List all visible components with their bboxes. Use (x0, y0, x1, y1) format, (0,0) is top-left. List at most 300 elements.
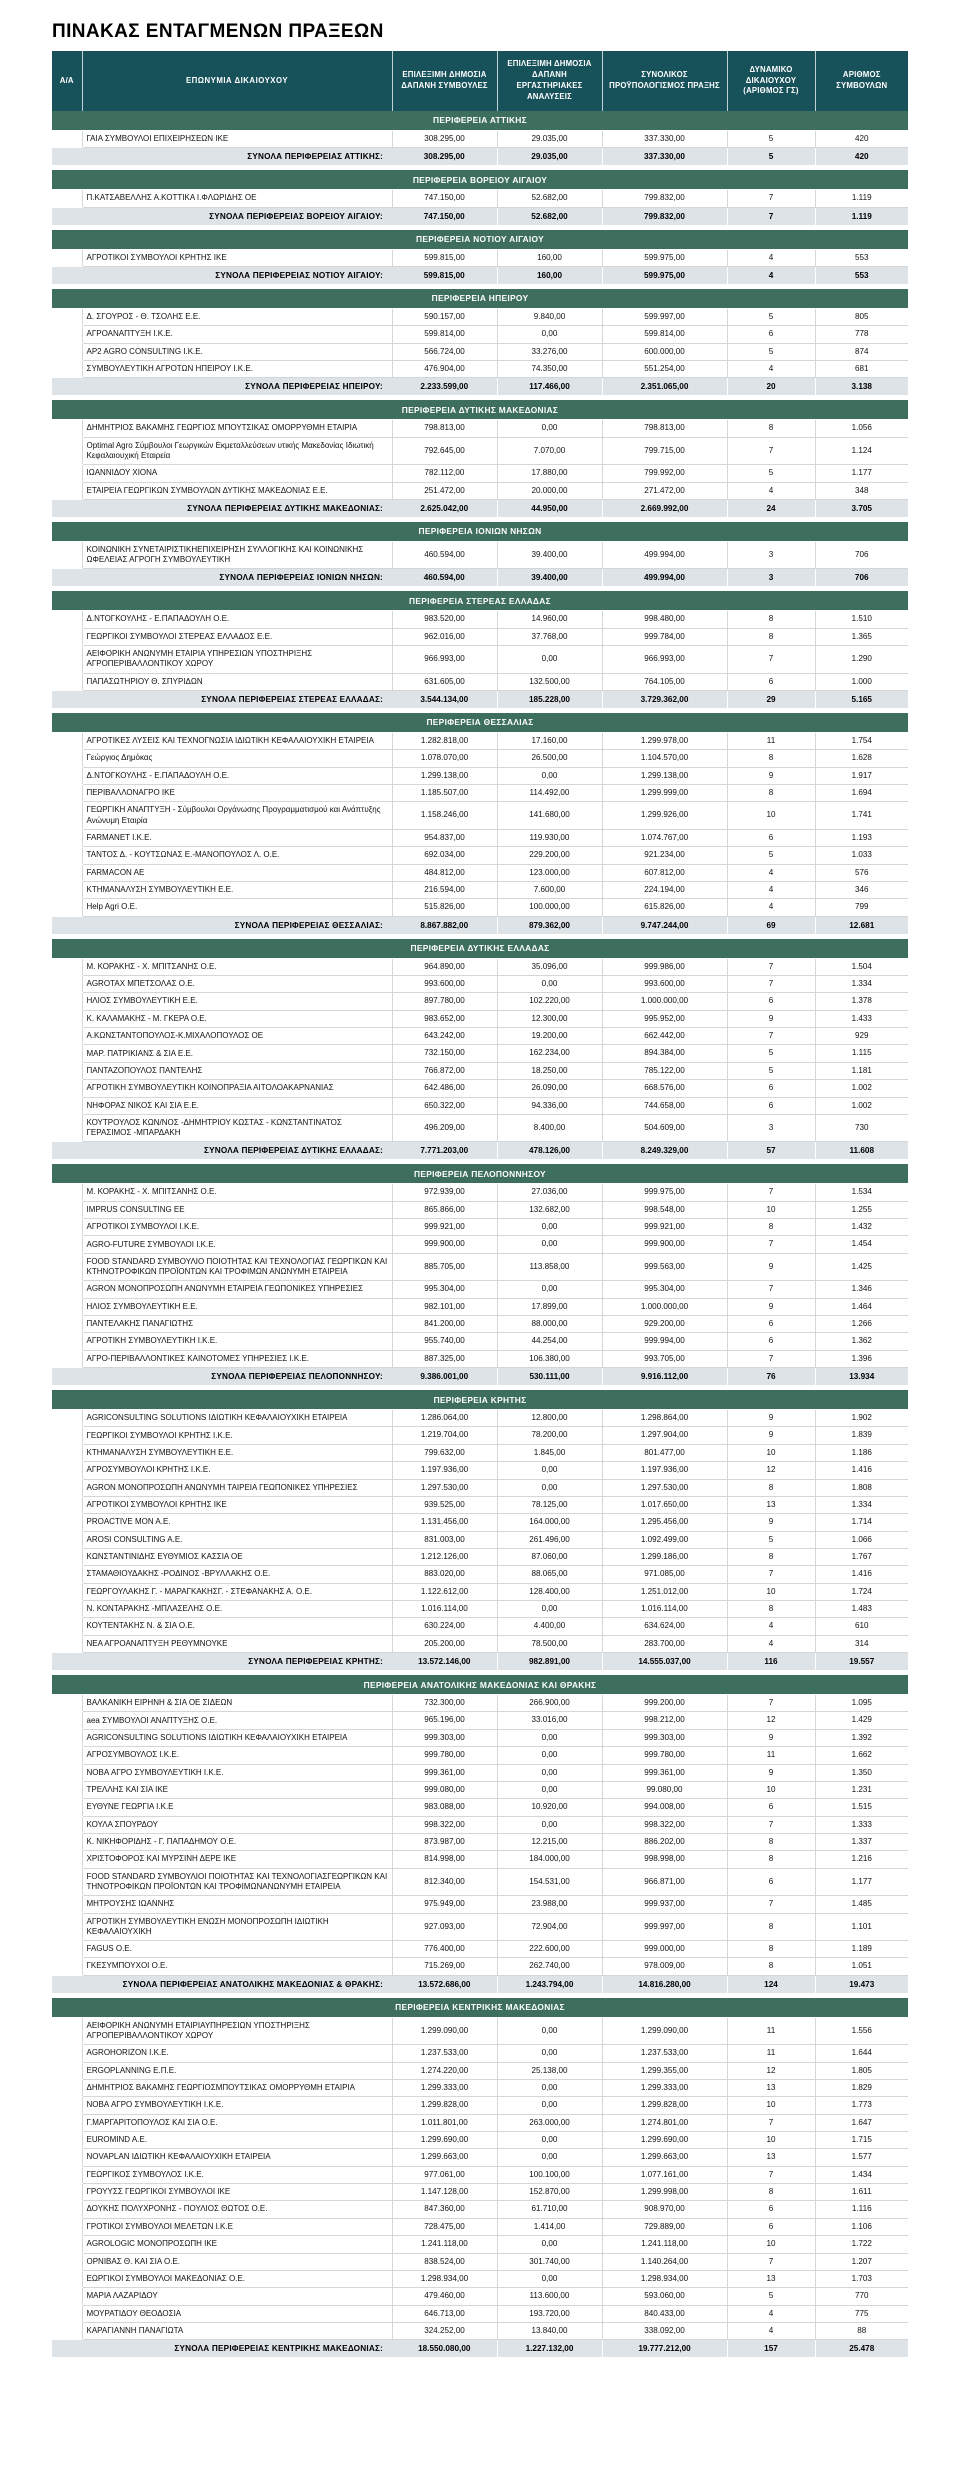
consulting-expense-value: 692.034,00 (392, 847, 497, 864)
table-row (52, 1479, 908, 1496)
row-index: 2 (52, 750, 82, 767)
total-budget-value: 283.700,00 (602, 1635, 727, 1652)
subtotal-total-budget: 499.994,00 (602, 569, 727, 587)
row-index: 1 (52, 541, 82, 568)
beneficiary-name: FAGUS Ο.Ε. (82, 1941, 392, 1958)
region-title: ΠΕΡΙΦΕΡΕΙΑ ΑΤΤΙΚΗΣ (52, 111, 908, 131)
consulting-expense-value: 1.078.070,00 (392, 750, 497, 767)
table-row (52, 2114, 908, 2131)
consulting-expense-value: 1.299.828,00 (392, 2097, 497, 2114)
table-row (52, 2305, 908, 2322)
total-budget-value: 338.092,00 (602, 2322, 727, 2339)
consulting-expense-value: 1.011.801,00 (392, 2114, 497, 2131)
lab-analysis-expense-value: 39.400,00 (497, 541, 602, 568)
advisor-count-value: 88 (815, 2322, 908, 2339)
subtotal-beneficiary-capacity: 57 (727, 1142, 815, 1160)
total-budget-value: 607.812,00 (602, 864, 727, 881)
advisor-count-value: 1.714 (815, 1514, 908, 1531)
subtotal-advisor-count: 420 (815, 148, 908, 166)
beneficiary-capacity-value: 5 (727, 343, 815, 360)
row-index: 1 (52, 611, 82, 628)
table-row (52, 465, 908, 482)
total-budget-value: 999.784,00 (602, 628, 727, 645)
row-index: 3 (52, 1444, 82, 1461)
row-index: 14 (52, 1635, 82, 1652)
beneficiary-name: Γεώργιος Δημόκας (82, 750, 392, 767)
consulting-expense-value: 324.252,00 (392, 2322, 497, 2339)
column-header-beneficiary-capacity: ΔΥΝΑΜΙΚΟ ΔΙΚΑΙΟΥΧΟΥ (ΑΡΙΘΜΟΣ ΓΣ) (727, 51, 815, 111)
beneficiary-name: ΗΛΙΟΣ ΣΥΜΒΟΥΛΕΥΤΙΚΗ Ε.Ε. (82, 1298, 392, 1315)
subtotal-label: ΣΥΝΟΛΑ ΠΕΡΙΦΕΡΕΙΑΣ ΝΟΤΙΟΥ ΑΙΓΑΙΟΥ: (52, 266, 392, 284)
advisor-count-value: 1.724 (815, 1583, 908, 1600)
beneficiary-capacity-value: 7 (727, 1281, 815, 1298)
consulting-expense-value: 939.525,00 (392, 1496, 497, 1513)
subtotal-total-budget: 8.249.329,00 (602, 1142, 727, 1160)
table-row (52, 1958, 908, 1975)
row-index: 5 (52, 1764, 82, 1781)
row-index: 9 (52, 1548, 82, 1565)
subtotal-label: ΣΥΝΟΛΑ ΠΕΡΙΦΕΡΕΙΑΣ ΠΕΛΟΠΟΝΝΗΣΟΥ: (52, 1368, 392, 1386)
consulting-expense-value: 999.921,00 (392, 1219, 497, 1236)
beneficiary-capacity-value: 10 (727, 1201, 815, 1218)
total-budget-value: 971.085,00 (602, 1566, 727, 1583)
advisor-count-value: 1.392 (815, 1729, 908, 1746)
subtotal-label: ΣΥΝΟΛΑ ΠΕΡΙΦΕΡΕΙΑΣ ΣΤΕΡΕΑΣ ΕΛΛΑΔΑΣ: (52, 690, 392, 708)
beneficiary-name: Μ. ΚΟΡΑΚΗΣ - Χ. ΜΠΙΤΣΑΝΗΣ Ο.Ε. (82, 1184, 392, 1201)
row-index: 9 (52, 1333, 82, 1350)
beneficiary-name: ΑΓΡΟΤΙΚΗ ΣΥΜΒΟΥΛΕΥΤΙΚΗ Ι.Κ.Ε. (82, 1333, 392, 1350)
subtotal-advisor-count: 1.119 (815, 207, 908, 225)
consulting-expense-value: 1.241.118,00 (392, 2236, 497, 2253)
total-budget-value: 801.477,00 (602, 1444, 727, 1461)
row-index: 15 (52, 1958, 82, 1975)
total-budget-value: 993.705,00 (602, 1350, 727, 1367)
beneficiary-capacity-value: 7 (727, 190, 815, 207)
beneficiary-capacity-value: 8 (727, 1941, 815, 1958)
subtotal-label: ΣΥΝΟΛΑ ΠΕΡΙΦΕΡΕΙΑΣ ΔΥΤΙΚΗΣ ΜΑΚΕΔΟΝΙΑΣ: (52, 499, 392, 517)
row-index: 5 (52, 1028, 82, 1045)
consulting-expense-value: 1.237.533,00 (392, 2045, 497, 2062)
beneficiary-capacity-value: 5 (727, 1045, 815, 1062)
subtotal-label: ΣΥΝΟΛΑ ΠΕΡΙΦΕΡΕΙΑΣ ΚΕΝΤΡΙΚΗΣ ΜΑΚΕΔΟΝΙΑΣ: (52, 2340, 392, 2358)
total-budget-value: 224.194,00 (602, 881, 727, 898)
beneficiary-capacity-value: 7 (727, 1028, 815, 1045)
lab-analysis-expense-value: 17.160,00 (497, 732, 602, 749)
lab-analysis-expense-value: 0,00 (497, 1816, 602, 1833)
table-row (52, 829, 908, 846)
beneficiary-capacity-value: 6 (727, 829, 815, 846)
row-index: 4 (52, 1747, 82, 1764)
lab-analysis-expense-value: 1.414,00 (497, 2218, 602, 2235)
total-budget-value: 599.814,00 (602, 326, 727, 343)
lab-analysis-expense-value: 128.400,00 (497, 1583, 602, 1600)
advisor-count-value: 681 (815, 361, 908, 378)
advisor-count-value: 1.773 (815, 2097, 908, 2114)
total-budget-value: 999.997,00 (602, 1913, 727, 1940)
beneficiary-capacity-value: 8 (727, 611, 815, 628)
table-row (52, 2166, 908, 2183)
row-index: 6 (52, 1496, 82, 1513)
total-budget-value: 271.472,00 (602, 482, 727, 499)
advisor-count-value: 805 (815, 308, 908, 325)
row-index: 1 (52, 1184, 82, 1201)
total-budget-value: 1.298.934,00 (602, 2270, 727, 2287)
total-budget-value: 908.970,00 (602, 2201, 727, 2218)
subtotal-consulting-expense: 308.295,00 (392, 148, 497, 166)
lab-analysis-expense-value: 23.988,00 (497, 1896, 602, 1913)
table-row (52, 1333, 908, 1350)
row-index: 1 (52, 308, 82, 325)
consulting-expense-value: 631.605,00 (392, 673, 497, 690)
lab-analysis-expense-value: 13.840,00 (497, 2322, 602, 2339)
advisor-count-value: 553 (815, 249, 908, 266)
total-budget-value: 886.202,00 (602, 1833, 727, 1850)
beneficiary-name: ΠΑΝΤΑΖΟΠΟΥΛΟΣ ΠΑΝΤΕΛΗΣ (82, 1062, 392, 1079)
beneficiary-name: ΚΩΝΣΤΑΝΤΙΝΙΔΗΣ ΕΥΘΥΜΙΟΣ ΚΑΣΣΙΑ ΟΕ (82, 1548, 392, 1565)
advisor-count-value: 1.917 (815, 767, 908, 784)
table-row (52, 864, 908, 881)
total-budget-value: 894.384,00 (602, 1045, 727, 1062)
table-row (52, 1781, 908, 1798)
table-row (52, 1548, 908, 1565)
beneficiary-name: aea ΣΥΜΒΟΥΛΟΙ ΑΝΑΠΤΥΞΗΣ Ο.Ε. (82, 1712, 392, 1729)
advisor-count-value: 1.741 (815, 802, 908, 829)
row-index: 4 (52, 785, 82, 802)
beneficiary-name: FOOD STANDARD ΣΥΜΒΟΥΛΙΟΙ ΠΟΙΟΤΗΤΑΣ ΚΑΙ ΤΕΧΝΟΛΟΓΙΑΣΓΕΩΡΓΙΚΩΝ ΚΑΙ ΤΗΝΟΤΡΟΦΙΚΩΝ ΠΡΟΪΟΝΤΩΝ ΚΑΙ ΤΡΟΦΙΜΩΝΑΝΩΝΥΜΗ ΕΤΑΙΡΕΙΑ (82, 1868, 392, 1895)
beneficiary-name: AGRON ΜΟΝΟΠΡΟΣΩΠΗ ΑΝΩΝΥΜΗ ΤΑΙΡΕΙΑ ΓΕΩΠΟΝΙΚΕΣ ΥΠΗΡΕΣΙΕΣ (82, 1479, 392, 1496)
total-budget-value: 999.975,00 (602, 1184, 727, 1201)
subtotal-lab-analysis-expense: 1.243.794,00 (497, 1975, 602, 1993)
beneficiary-name: AGRICONSULTING SOLUTIONS ΙΔΙΩΤΙΚΗ ΚΕΦΑΛΑΙΟΥΧΙΚΗ ΕΤΑΙΡΕΙΑ (82, 1729, 392, 1746)
row-index: 5 (52, 2097, 82, 2114)
beneficiary-capacity-value: 6 (727, 1333, 815, 1350)
column-header-lab-analysis-expense: ΕΠΙΛΕΞΙΜΗ ΔΗΜΟΣΙΑ ΔΑΠΑΝΗ ΕΡΓΑΣΤΗΡΙΑΚΕΣ ΑΝΑΛΥΣΕΙΣ (497, 51, 602, 111)
lab-analysis-expense-value: 0,00 (497, 2097, 602, 2114)
beneficiary-name: Κ. ΚΑΛΑΜΑΚΗΣ - Μ. ΓΚΕΡΑ Ο.Ε. (82, 1010, 392, 1027)
advisor-count-value: 1.628 (815, 750, 908, 767)
beneficiary-name: AGROLOGIC ΜΟΝΟΠΡΟΣΩΠΗ ΙΚΕ (82, 2236, 392, 2253)
total-budget-value: 1.000.000,00 (602, 1298, 727, 1315)
total-budget-value: 966.993,00 (602, 646, 727, 673)
total-budget-value: 1.104.570,00 (602, 750, 727, 767)
subtotal-beneficiary-capacity: 124 (727, 1975, 815, 1993)
beneficiary-name: ΙΩΑΝΝΙΔΟΥ ΧΙΟΝΑ (82, 465, 392, 482)
beneficiary-name: AGRON ΜΟΝΟΠΡΟΣΩΠΗ ΑΝΩΝΥΜΗ ΕΤΑΙΡΕΙΑ ΓΕΩΠΟΝΙΚΕΣ ΥΠΗΡΕΣΙΕΣ (82, 1281, 392, 1298)
beneficiary-name: ΓΑΙΑ ΣΥΜΒΟΥΛΟΙ ΕΠΙΧΕΙΡΗΣΕΩΝ ΙΚΕ (82, 130, 392, 147)
beneficiary-capacity-value: 4 (727, 249, 815, 266)
lab-analysis-expense-value: 12.300,00 (497, 1010, 602, 1027)
row-index: 1 (52, 1695, 82, 1712)
row-index: 1 (52, 1410, 82, 1427)
beneficiary-capacity-value: 10 (727, 802, 815, 829)
row-index: 15 (52, 2270, 82, 2287)
row-index: 3 (52, 1219, 82, 1236)
beneficiary-name: ΒΑΛΚΑΝΙΚΗ ΕΙΡΗΝΗ & ΣΙΑ ΟΕ ΣΙΔΕΩΝ (82, 1695, 392, 1712)
consulting-expense-value: 1.185.507,00 (392, 785, 497, 802)
beneficiary-name: IMPRUS CONSULTING ΕΕ (82, 1201, 392, 1218)
total-budget-value: 1.299.926,00 (602, 802, 727, 829)
beneficiary-capacity-value: 6 (727, 1868, 815, 1895)
table-row (52, 976, 908, 993)
consulting-expense-value: 897.780,00 (392, 993, 497, 1010)
beneficiary-name: ΚΤΗΜΑΝΑΛΥΣΗ ΣΥΜΒΟΥΛΕΥΤΙΚΗ Ε.Ε. (82, 881, 392, 898)
row-index: 11 (52, 2201, 82, 2218)
consulting-expense-value: 831.003,00 (392, 1531, 497, 1548)
consulting-expense-value: 1.219.704,00 (392, 1427, 497, 1444)
table-row (52, 541, 908, 568)
total-budget-value: 729.889,00 (602, 2218, 727, 2235)
column-header-total-budget: ΣΥΝΟΛΙΚΟΣ ΠΡΟΫΠΟΛΟΓΙΣΜΟΣ ΠΡΑΞΗΣ (602, 51, 727, 111)
consulting-expense-value: 841.200,00 (392, 1316, 497, 1333)
total-budget-value: 1.092.499,00 (602, 1531, 727, 1548)
subtotal-consulting-expense: 3.544.134,00 (392, 690, 497, 708)
beneficiary-name: ΓΕΩΡΓΟΥΛΑΚΗΣ Γ. - ΜΑΡΑΓΚΑΚΗΣΓ. - ΣΤΕΦΑΝΑΚΗΣ Α. Ο.Ε. (82, 1583, 392, 1600)
row-index: 2 (52, 437, 82, 464)
total-budget-value: 1.299.998,00 (602, 2184, 727, 2201)
row-index: 12 (52, 2218, 82, 2235)
total-budget-value: 999.303,00 (602, 1729, 727, 1746)
consulting-expense-value: 646.713,00 (392, 2305, 497, 2322)
beneficiary-name: AP2 AGRO CONSULTING I.K.E. (82, 343, 392, 360)
row-index: 1 (52, 958, 82, 975)
consulting-expense-value: 1.298.934,00 (392, 2270, 497, 2287)
beneficiary-name: ΚΤΗΜΑΝΑΛΥΣΗ ΣΥΜΒΟΥΛΕΥΤΙΚΗ Ε.Ε. (82, 1444, 392, 1461)
row-index: 5 (52, 1253, 82, 1280)
row-index: 13 (52, 1618, 82, 1635)
beneficiary-name: Δ.ΝΤΟΓΚΟΥΛΗΣ - Ε.ΠΑΠΑΔΟΥΛΗ Ο.Ε. (82, 767, 392, 784)
lab-analysis-expense-value: 0,00 (497, 2236, 602, 2253)
total-budget-value: 999.200,00 (602, 1695, 727, 1712)
beneficiary-capacity-value: 6 (727, 993, 815, 1010)
consulting-expense-value: 838.524,00 (392, 2253, 497, 2270)
region-subtotal-row (52, 266, 908, 284)
beneficiary-capacity-value: 6 (727, 326, 815, 343)
advisor-count-value: 1.577 (815, 2149, 908, 2166)
subtotal-lab-analysis-expense: 982.891,00 (497, 1653, 602, 1671)
lab-analysis-expense-value: 0,00 (497, 1729, 602, 1746)
beneficiary-capacity-value: 8 (727, 1958, 815, 1975)
lab-analysis-expense-value: 78.200,00 (497, 1427, 602, 1444)
region-subtotal-row (52, 1653, 908, 1671)
consulting-expense-value: 1.299.090,00 (392, 2017, 497, 2044)
advisor-count-value: 730 (815, 1114, 908, 1141)
advisor-count-value: 1.002 (815, 1097, 908, 1114)
advisor-count-value: 1.433 (815, 1010, 908, 1027)
table-row (52, 1427, 908, 1444)
table-row (52, 785, 908, 802)
consulting-expense-value: 776.400,00 (392, 1941, 497, 1958)
region-subtotal-row (52, 2340, 908, 2358)
total-budget-value: 1.299.690,00 (602, 2131, 727, 2148)
subtotal-total-budget: 799.832,00 (602, 207, 727, 225)
subtotal-consulting-expense: 18.550.080,00 (392, 2340, 497, 2358)
table-row (52, 1010, 908, 1027)
lab-analysis-expense-value: 1.845,00 (497, 1444, 602, 1461)
subtotal-total-budget: 14.816.280,00 (602, 1975, 727, 1993)
consulting-expense-value: 983.520,00 (392, 611, 497, 628)
beneficiary-name: ΑΓΡΟΣΥΜΒΟΥΛΟΣ Ι.Κ.Ε. (82, 1747, 392, 1764)
advisor-count-value: 1.694 (815, 785, 908, 802)
beneficiary-capacity-value: 9 (727, 1010, 815, 1027)
beneficiary-capacity-value: 6 (727, 1080, 815, 1097)
beneficiary-capacity-value: 10 (727, 1583, 815, 1600)
advisor-count-value: 1.116 (815, 2201, 908, 2218)
lab-analysis-expense-value: 0,00 (497, 1747, 602, 1764)
beneficiary-name: ΓΕΩΡΓΙΚΟΙ ΣΥΜΒΟΥΛΟΙ ΣΤΕΡΕΑΣ ΕΛΛΑΔΟΣ Ε.Ε. (82, 628, 392, 645)
beneficiary-name: ΑΓΡΟΤΙΚΟΙ ΣΥΜΒΟΥΛΟΙ ΚΡΗΤΗΣ ΙΚΕ (82, 249, 392, 266)
consulting-expense-value: 460.594,00 (392, 541, 497, 568)
advisor-count-value: 1.754 (815, 732, 908, 749)
total-budget-value: 978.009,00 (602, 1958, 727, 1975)
table-row (52, 1618, 908, 1635)
beneficiary-capacity-value: 4 (727, 899, 815, 916)
row-index: 10 (52, 1350, 82, 1367)
consulting-expense-value: 1.286.064,00 (392, 1410, 497, 1427)
advisor-count-value: 1.290 (815, 646, 908, 673)
beneficiary-capacity-value: 13 (727, 2079, 815, 2096)
lab-analysis-expense-value: 88.065,00 (497, 1566, 602, 1583)
lab-analysis-expense-value: 74.350,00 (497, 361, 602, 378)
table-row (52, 1097, 908, 1114)
advisor-count-value: 1.216 (815, 1851, 908, 1868)
beneficiary-capacity-value: 4 (727, 2305, 815, 2322)
row-index: 7 (52, 1298, 82, 1315)
total-budget-value: 668.576,00 (602, 1080, 727, 1097)
lab-analysis-expense-value: 25.138,00 (497, 2062, 602, 2079)
beneficiary-capacity-value: 5 (727, 130, 815, 147)
subtotal-consulting-expense: 9.386.001,00 (392, 1368, 497, 1386)
lab-analysis-expense-value: 17.899,00 (497, 1298, 602, 1315)
row-index: 1 (52, 249, 82, 266)
beneficiary-name: Δ. ΣΓΟΥΡΟΣ - Θ. ΤΣΟΛΗΣ Ε.Ε. (82, 308, 392, 325)
beneficiary-name: ΓΕΩΡΓΙΚΟΣ ΣΥΜΒΟΥΛΟΣ Ι.Κ.Ε. (82, 2166, 392, 2183)
beneficiary-capacity-value: 10 (727, 2236, 815, 2253)
beneficiary-name: ΓΕΩΡΓΙΚΗ ΑΝΑΠΤΥΞΗ - Σύμβουλοι Οργάνωσης Προγραμματισμού και Ανάπτυξης Ανώνυμη Εταιρία (82, 802, 392, 829)
beneficiary-name: ΚΟΥΤΕΝΤΑΚΗΣ Ν. & ΣΙΑ Ο.Ε. (82, 1618, 392, 1635)
advisor-count-value: 1.115 (815, 1045, 908, 1062)
row-index: 9 (52, 1097, 82, 1114)
lab-analysis-expense-value: 12.215,00 (497, 1833, 602, 1850)
table-row (52, 1444, 908, 1461)
lab-analysis-expense-value: 263.000,00 (497, 2114, 602, 2131)
beneficiary-name: ΑΓΡΟΤΙΚΗ ΣΥΜΒΟΥΛΕΥΤΙΚΗ ΕΝΩΣΗ ΜΟΝΟΠΡΟΣΩΠΗ ΙΔΙΩΤΙΚΗ ΚΕΦΑΛΑΙΟΥΧΙΚΗ (82, 1913, 392, 1940)
consulting-expense-value: 1.297.530,00 (392, 1479, 497, 1496)
beneficiary-name: ΑΕΙΦΟΡΙΚΗ ΑΝΩΝΥΜΗ ΕΤΑΙΡΙΑ ΥΠΗΡΕΣΙΩΝ ΥΠΟΣΤΗΡΙΞΗΣ ΑΓΡΟΠΕΡΙΒΑΛΛΟΝΤΙΚΟΥ ΧΩΡΟΥ (82, 646, 392, 673)
beneficiary-capacity-value: 7 (727, 1350, 815, 1367)
lab-analysis-expense-value: 102.220,00 (497, 993, 602, 1010)
lab-analysis-expense-value: 27.036,00 (497, 1184, 602, 1201)
advisor-count-value: 420 (815, 130, 908, 147)
beneficiary-capacity-value: 4 (727, 864, 815, 881)
beneficiary-capacity-value: 11 (727, 1747, 815, 1764)
advisor-count-value: 1.416 (815, 1566, 908, 1583)
region-subtotal-row (52, 1975, 908, 1993)
region-subtotal-row (52, 1142, 908, 1160)
table-row (52, 2062, 908, 2079)
total-budget-value: 799.832,00 (602, 190, 727, 207)
total-budget-value: 1.299.186,00 (602, 1548, 727, 1565)
total-budget-value: 999.994,00 (602, 1333, 727, 1350)
table-row (52, 2131, 908, 2148)
beneficiary-capacity-value: 7 (727, 437, 815, 464)
region-band-row (52, 591, 908, 611)
advisor-count-value: 1.429 (815, 1712, 908, 1729)
advisor-count-value: 346 (815, 881, 908, 898)
lab-analysis-expense-value: 0,00 (497, 2131, 602, 2148)
beneficiary-capacity-value: 9 (727, 1514, 815, 1531)
lab-analysis-expense-value: 87.060,00 (497, 1548, 602, 1565)
advisor-count-value: 1.266 (815, 1316, 908, 1333)
subtotal-consulting-expense: 599.815,00 (392, 266, 497, 284)
total-budget-value: 1.299.828,00 (602, 2097, 727, 2114)
total-budget-value: 615.826,00 (602, 899, 727, 916)
subtotal-lab-analysis-expense: 52.682,00 (497, 207, 602, 225)
advisor-count-value: 1.515 (815, 1799, 908, 1816)
total-budget-value: 1.237.533,00 (602, 2045, 727, 2062)
subtotal-beneficiary-capacity: 4 (727, 266, 815, 284)
row-index: 4 (52, 1236, 82, 1253)
advisor-count-value: 1.095 (815, 1695, 908, 1712)
beneficiary-capacity-value: 7 (727, 1816, 815, 1833)
lab-analysis-expense-value: 0,00 (497, 767, 602, 784)
subtotal-lab-analysis-expense: 185.228,00 (497, 690, 602, 708)
consulting-expense-value: 1.299.663,00 (392, 2149, 497, 2166)
advisor-count-value: 1.000 (815, 673, 908, 690)
lab-analysis-expense-value: 94.336,00 (497, 1097, 602, 1114)
subtotal-total-budget: 19.777.212,00 (602, 2340, 727, 2358)
advisor-count-value: 1.425 (815, 1253, 908, 1280)
subtotal-advisor-count: 3.138 (815, 378, 908, 396)
advisor-count-value: 1.556 (815, 2017, 908, 2044)
total-budget-value: 599.975,00 (602, 249, 727, 266)
row-index: 14 (52, 1941, 82, 1958)
lab-analysis-expense-value: 4.400,00 (497, 1618, 602, 1635)
row-index: 9 (52, 881, 82, 898)
beneficiary-name: ΜΑΡ. ΠΑΤΡΙΚΙΑΝΣ & ΣΙΑ Ε.Ε. (82, 1045, 392, 1062)
lab-analysis-expense-value: 72.904,00 (497, 1913, 602, 1940)
beneficiary-capacity-value: 8 (727, 420, 815, 437)
consulting-expense-value: 479.460,00 (392, 2288, 497, 2305)
beneficiary-name: PROACTIVE MON A.E. (82, 1514, 392, 1531)
beneficiary-name: NOBA ΑΓΡΟ ΣΥΜΒΟΥΛΕΥΤΙΚΗ Ι.Κ.Ε. (82, 1764, 392, 1781)
beneficiary-capacity-value: 8 (727, 1601, 815, 1618)
lab-analysis-expense-value: 29.035,00 (497, 130, 602, 147)
lab-analysis-expense-value: 0,00 (497, 1479, 602, 1496)
lab-analysis-expense-value: 35.096,00 (497, 958, 602, 975)
consulting-expense-value: 927.093,00 (392, 1913, 497, 1940)
table-row (52, 1236, 908, 1253)
row-index: 6 (52, 1045, 82, 1062)
table-row (52, 881, 908, 898)
region-band-row (52, 1390, 908, 1410)
row-index: 4 (52, 1462, 82, 1479)
advisor-count-value: 1.033 (815, 847, 908, 864)
table-row (52, 1219, 908, 1236)
lab-analysis-expense-value: 162.234,00 (497, 1045, 602, 1062)
beneficiary-name: Optimal Agro Σύμβουλοι Γεωργικών Εκμεταλλεύσεων υτικής Μακεδονίας Ιδιωτική Κεφαλαιουχική Εταιρεία (82, 437, 392, 464)
beneficiary-capacity-value: 12 (727, 1712, 815, 1729)
row-index: 10 (52, 1566, 82, 1583)
beneficiary-name: Ν. ΚΟΝΤΑΡΑΚΗΣ -ΜΠΛΑΣΕΛΗΣ Ο.Ε. (82, 1601, 392, 1618)
beneficiary-capacity-value: 5 (727, 847, 815, 864)
lab-analysis-expense-value: 152.870,00 (497, 2184, 602, 2201)
advisor-count-value: 1.334 (815, 976, 908, 993)
total-budget-value: 995.952,00 (602, 1010, 727, 1027)
beneficiary-name: ΓΡΟΥΥΣΣ ΓΕΩΡΓΙΚΟΙ ΣΥΜΒΟΥΛΟΙ ΙΚΕ (82, 2184, 392, 2201)
subtotal-advisor-count: 553 (815, 266, 908, 284)
total-budget-value: 1.000.000,00 (602, 993, 727, 1010)
beneficiary-capacity-value: 8 (727, 1913, 815, 1940)
